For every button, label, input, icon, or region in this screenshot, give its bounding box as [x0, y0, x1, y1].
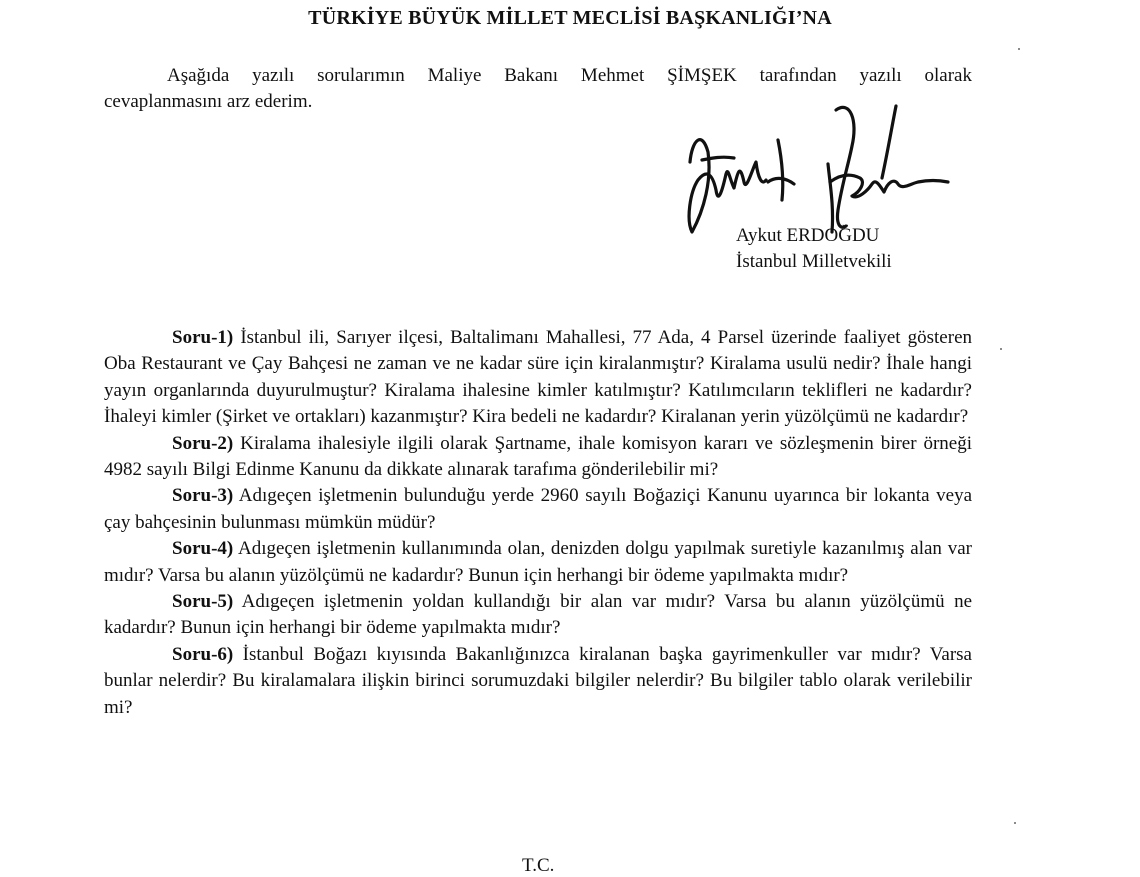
question-label: Soru-6) — [172, 643, 234, 665]
intro-line-1: Aşağıda yazılı sorularımın Maliye Bakanı Mehmet ŞİMŞEK tarafından yazılı olarak — [167, 65, 972, 86]
scan-speck — [1000, 348, 1002, 350]
question-2 — [104, 431, 972, 484]
question-text: Kiralama ihalesiyle ilgili olarak Şartname, ihale komisyon kararı ve sözleşmenin birer örneği 4982 sayılı Bilgi Edinme Kanunu da dikkate alınarak tarafıma gönderilebilir mi? — [104, 432, 973, 481]
question-5 — [104, 589, 972, 642]
question-label: Soru-2) — [172, 432, 234, 454]
question-text: İstanbul Boğazı kıyısında Bakanlığınızca kiralanan başka gayrimenkuller var mıdır? Varsa bunlar nelerdir? Bu kiralamalara ilişkin birinci sorumuzdaki bilgiler nelerdir? Bu bilgiler tablo olarak verilebilir mi? — [104, 643, 972, 718]
question-1 — [104, 325, 972, 431]
signatory-name: Aykut ERDOĞDU — [736, 225, 880, 246]
footer-fragment: T.C. — [522, 855, 555, 876]
question-label: Soru-1) — [172, 327, 234, 348]
document-title: TÜRKİYE BÜYÜK MİLLET MECLİSİ BAŞKANLIĞI’NA — [308, 7, 832, 29]
question-6 — [104, 642, 972, 721]
questions-list — [104, 325, 972, 721]
question-label: Soru-5) — [172, 591, 234, 613]
scan-speck — [1018, 48, 1020, 50]
question-4 — [104, 536, 972, 589]
question-label: Soru-3) — [172, 485, 234, 507]
question-text: Adıgeçen işletmenin yoldan kullandığı bir alan var mıdır? Varsa bu alanın yüzölçümü ne kadardır? Bunun için herhangi bir ödeme yapılmakta mıdır? — [104, 591, 972, 639]
intro-line-2: cevaplanmasını arz ederim. — [104, 91, 313, 112]
question-text: Adıgeçen işletmenin kullanımında olan, denizden dolgu yapılmak suretiyle kazanılmış alan var mıdır? Varsa bu alanın yüzölçümü ne kadardır? Bunun için herhangi bir ödeme yapılmakta mıdır? — [104, 538, 972, 586]
scan-speck — [1014, 822, 1016, 824]
question-text: İstanbul ili, Sarıyer ilçesi, Baltalimanı Mahallesi, 77 Ada, 4 Parsel üzerinde faaliyet gösteren Oba Restaurant ve Çay Bahçesi ne zaman ve ne kadar süre için kiralanmıştır? Kiralama usulü nedir? İhale hangi yayın organlarında duyurulmuştur? Kiralama ihalesine kimler katılmıştır? Katılımcıların teklifleri ne kadardır? İhaleyi kimler (Şirket ve ortakları) kazanmıştır? Kira bedeli ne kadardır? Kiralanan yerin yüzölçümü ne kadardır? — [104, 327, 973, 428]
question-label: Soru-4) — [172, 538, 234, 560]
signatory-title: İstanbul Milletvekili — [736, 251, 892, 272]
question-text: Adıgeçen işletmenin bulunduğu yerde 2960 sayılı Boğaziçi Kanunu uyarınca bir lokanta veya çay bahçesinin bulunması mümkün müdür? — [104, 485, 973, 533]
question-3 — [104, 483, 972, 536]
